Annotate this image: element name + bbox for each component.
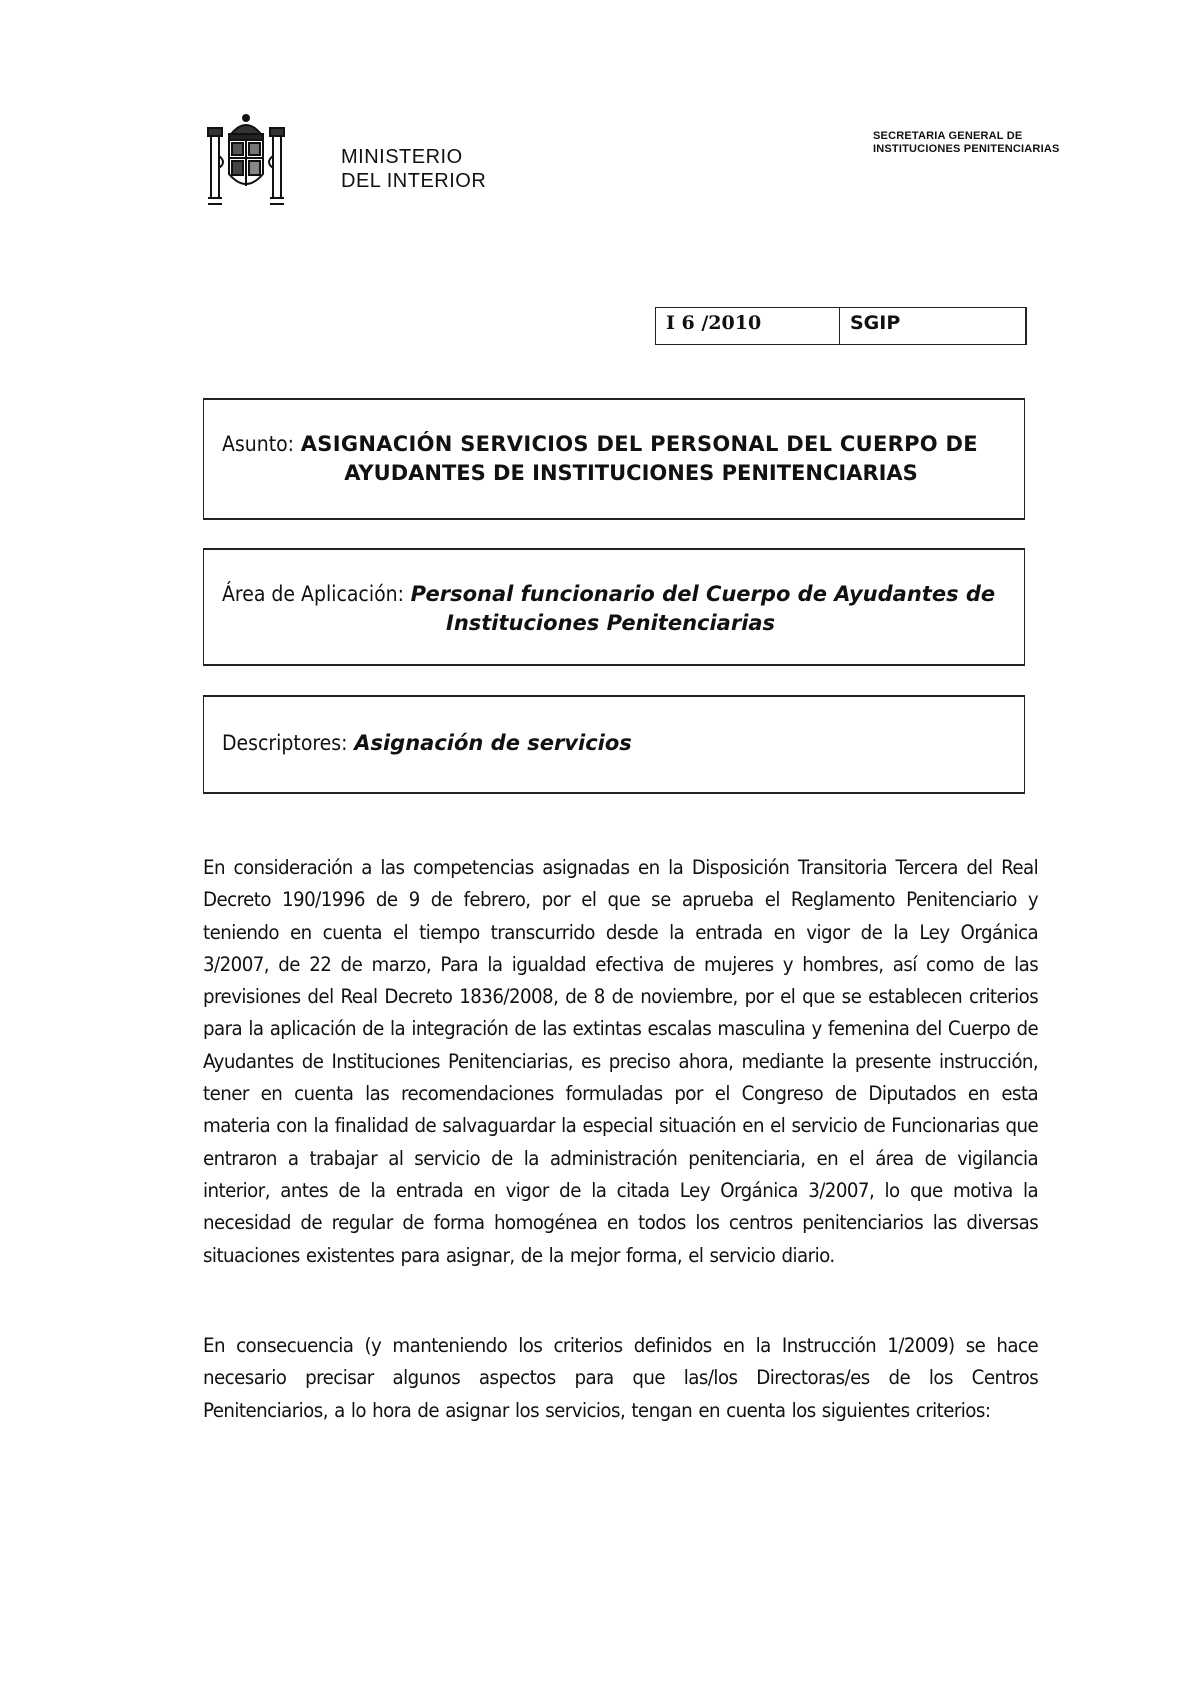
area-box xyxy=(203,548,1025,666)
secretaria-line2: INSTITUCIONES PENITENCIARIAS xyxy=(873,143,1060,155)
reference-unit: SGIP xyxy=(850,312,901,334)
area-line1: Personal funcionario del Cuerpo de Ayudantes de xyxy=(410,582,996,606)
ministry-line2: DEL INTERIOR xyxy=(341,170,487,192)
secretaria-name xyxy=(873,130,1060,156)
descriptors-box xyxy=(203,695,1025,794)
descriptors-value: Asignación de servicios xyxy=(354,731,632,755)
reference-box xyxy=(655,307,1027,345)
subject-line2: AYUDANTES DE INSTITUCIONES PENITENCIARIAS xyxy=(344,461,918,485)
ministry-name xyxy=(341,145,486,193)
subject-line1: ASIGNACIÓN SERVICIOS DEL PERSONAL DEL CUERPO DE xyxy=(300,432,978,456)
area-line2: Instituciones Penitenciarias xyxy=(446,611,776,635)
ministry-line1: MINISTERIO xyxy=(341,146,463,168)
subject-box xyxy=(203,398,1025,520)
descriptors-label: Descriptores: xyxy=(222,731,348,755)
coat-of-arms-icon xyxy=(205,112,287,212)
body-paragraph-2: En consecuencia (y manteniendo los criterios definidos en la Instrucción 1/2009) se hace necesario precisar algunos aspectos para que las/los Directoras/es de los Centros Penitenciarios, a lo hora de asignar los servicios, tengan en cuenta los siguientes criterios: xyxy=(203,1334,1039,1422)
body-paragraph-1: En consideración a las competencias asignadas en la Disposición Transitoria Tercera del Real Decreto 190/1996 de 9 de febrero, por el que se aprueba el Reglamento Penitenciario y teniendo en cuenta el tiempo transcurrido desde la entrada en vigor de la Ley Orgánica 3/2007, de 22 de marzo, Para la igualdad efectiva de mujeres y hombres, así como de las previsiones del Real Decreto 1836/2008, de 8 de noviembre, por el que se establecen criterios para la aplicación de la integración de las extintas escalas masculina y femenina del Cuerpo de Ayudantes de Instituciones Penitenciarias, es preciso ahora, mediante la presente instrucción, tener en cuenta las recomendaciones formuladas por el Congreso de Diputados en esta materia con la finalidad de salvaguardar la especial situación en el servicio de Funcionarias que entraron a trabajar al servicio de la administración penitenciaria, en el área de vigilancia interior, antes de la entrada en vigor de la citada Ley Orgánica 3/2007, lo que motiva la necesidad de regular de forma homogénea en todos los centros penitenciarios las diversas situaciones existentes para asignar, de la mejor forma, el servicio diario. xyxy=(203,856,1039,1267)
secretaria-line1: SECRETARIA GENERAL DE xyxy=(873,130,1023,142)
subject-label: Asunto: xyxy=(222,432,295,456)
reference-number: I 6 /2010 xyxy=(656,308,840,344)
area-label: Área de Aplicación: xyxy=(222,582,404,606)
